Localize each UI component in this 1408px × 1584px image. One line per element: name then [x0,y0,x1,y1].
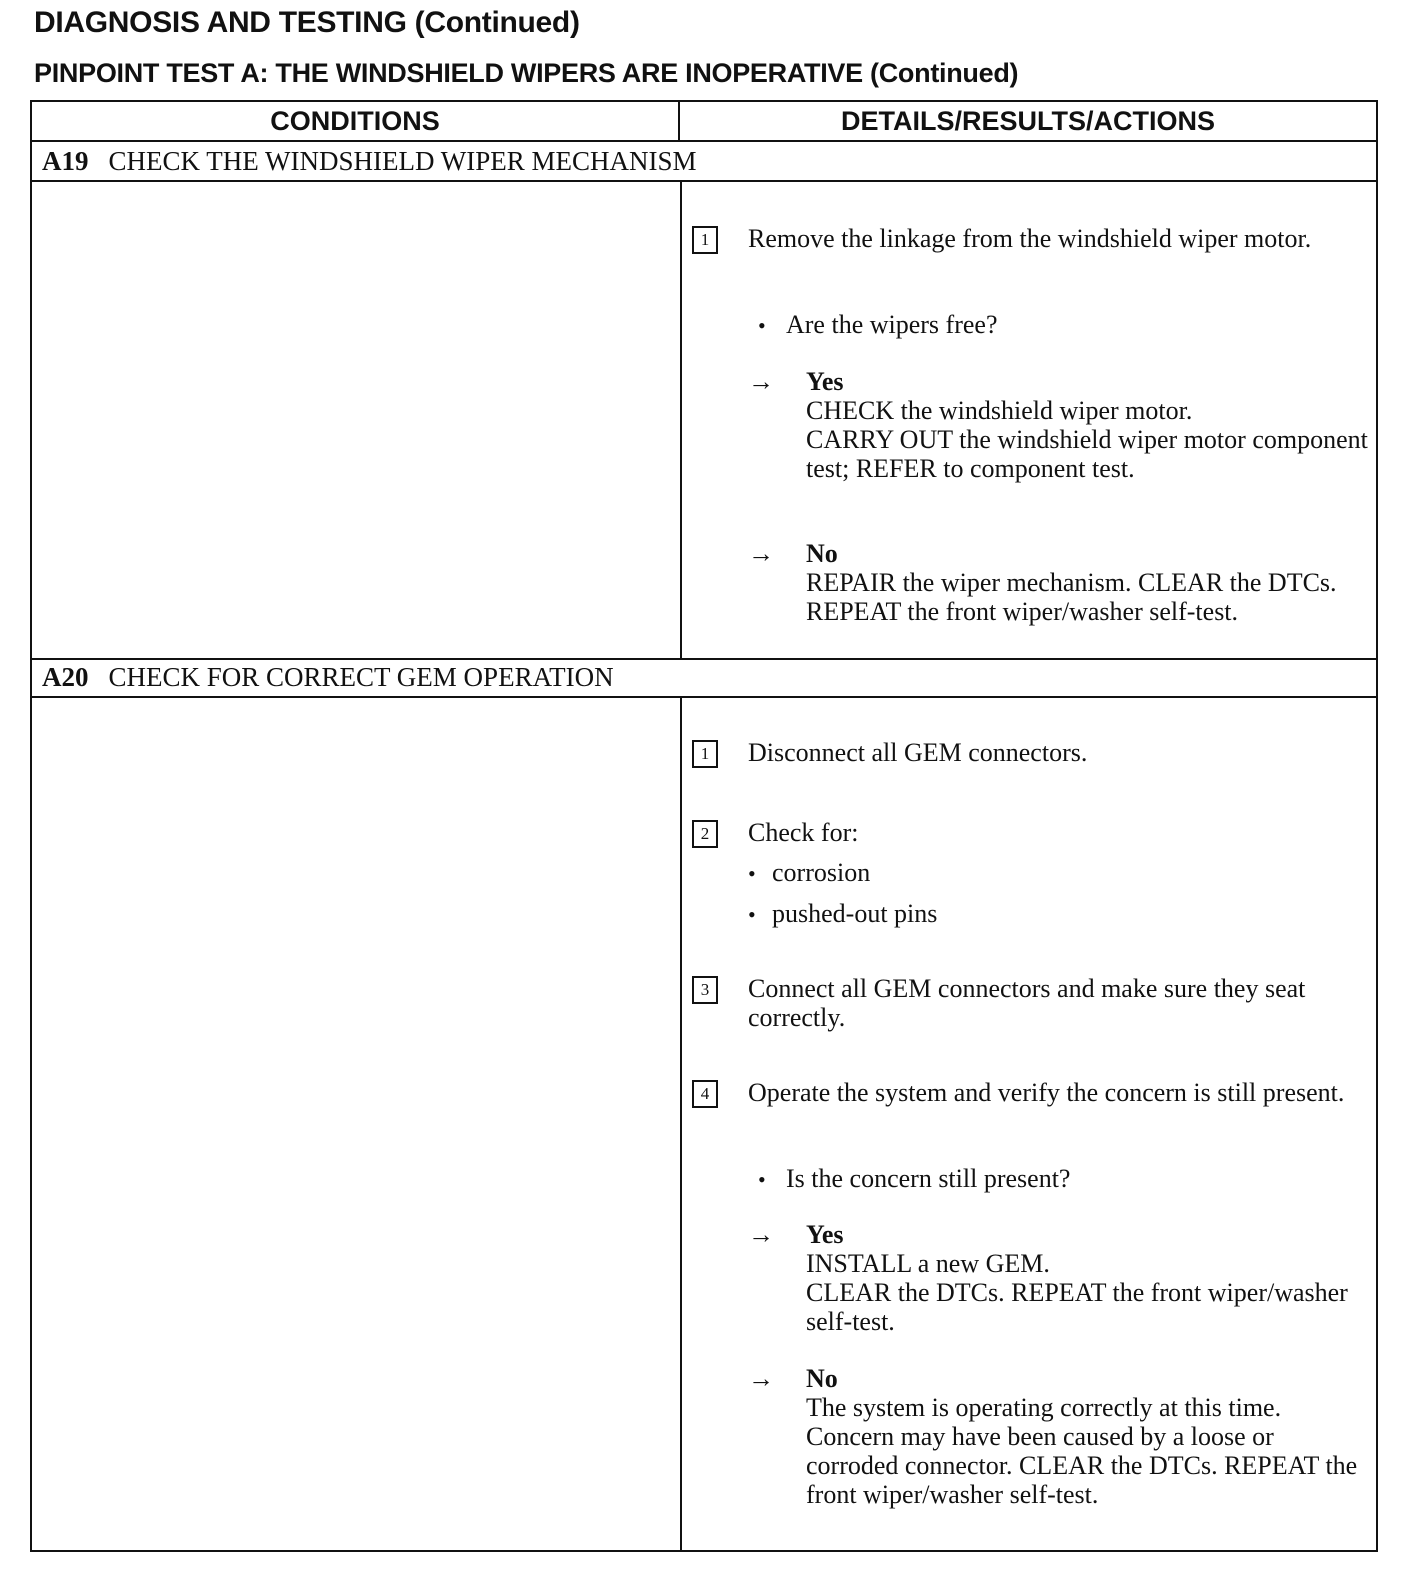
step-a19-details [682,182,1376,658]
substep-text: Remove the linkage from the windshield wiper motor. [748,224,1312,253]
conditions-column-header: CONDITIONS [32,102,680,140]
step-a20-title: CHECK FOR CORRECT GEM OPERATION [108,662,614,692]
no-action: The system is operating correctly at this time. Concern may have been caused by a loose or corroded connector. CLEAR the DTCs. REPEAT the front wiper/washer self-test. [806,1393,1358,1509]
step-a20-details [682,698,1376,1550]
page-title: DIAGNOSIS AND TESTING (Continued) [34,6,580,39]
a19-no-result [748,539,1368,626]
check-item-text: corrosion [772,858,871,887]
a20-substep-1 [692,738,1368,767]
a19-substep-1 [692,224,1368,253]
substep-number-box: 1 [692,226,718,254]
yes-label: Yes [806,1220,844,1249]
step-a19-title: CHECK THE WINDSHIELD WIPER MECHANISM [108,146,697,176]
substep-number-box: 1 [692,740,718,768]
yes-action-line2: CLEAR the DTCs. REPEAT the front wiper/washer self-test. [806,1278,1348,1336]
substep-number-box: 2 [692,820,718,848]
a20-check-pins [748,899,1368,929]
substep-text: Disconnect all GEM connectors. [748,738,1088,767]
a19-question [758,310,998,340]
pinpoint-table [30,100,1378,1552]
question-text: Is the concern still present? [786,1164,1071,1193]
bullet-icon: • [758,1167,766,1192]
a20-substep-4 [692,1078,1368,1107]
yes-action-line2: CARRY OUT the windshield wiper motor component test; REFER to component test. [806,425,1368,483]
table-header [32,102,1376,142]
a20-question [758,1164,1070,1194]
substep-number-box: 3 [692,976,718,1004]
a20-no-result [748,1364,1368,1509]
step-a20-header [32,658,1376,698]
bullet-icon: • [748,861,756,886]
substep-text: Connect all GEM connectors and make sure they seat correctly. [748,974,1306,1032]
arrow-right-icon: → [748,1220,774,1249]
no-action: REPAIR the wiper mechanism. CLEAR the DTCs. REPEAT the front wiper/washer self-test. [806,568,1337,626]
bullet-icon: • [748,902,756,927]
arrow-right-icon: → [748,539,774,568]
substep-text: Operate the system and verify the concern is still present. [748,1078,1345,1107]
step-a19-id: A19 [42,146,89,176]
details-column-header: DETAILS/RESULTS/ACTIONS [840,106,1215,136]
question-text: Are the wipers free? [786,310,998,339]
yes-action-line1: INSTALL a new GEM. [806,1249,1050,1278]
substep-number-box: 4 [692,1080,718,1108]
arrow-right-icon: → [748,1364,774,1393]
pinpoint-test-title: PINPOINT TEST A: THE WINDSHIELD WIPERS ARE INOPERATIVE (Continued) [34,58,1019,88]
no-label: No [806,539,838,568]
a20-check-corrosion [748,858,1368,888]
a19-yes-result [748,367,1368,483]
step-a19-header [32,142,1376,182]
step-a20-body [32,698,1376,1550]
yes-label: Yes [806,367,844,396]
a20-yes-result [748,1220,1368,1336]
arrow-right-icon: → [748,367,774,396]
step-a20-id: A20 [42,662,89,692]
a20-substep-2 [692,818,1368,929]
no-label: No [806,1364,838,1393]
a20-substep-3 [692,974,1368,1032]
check-item-text: pushed-out pins [772,899,938,928]
substep-text: Check for: [748,818,859,847]
step-a19-body [32,182,1376,660]
yes-action-line1: CHECK the windshield wiper motor. [806,396,1193,425]
bullet-icon: • [758,313,766,338]
